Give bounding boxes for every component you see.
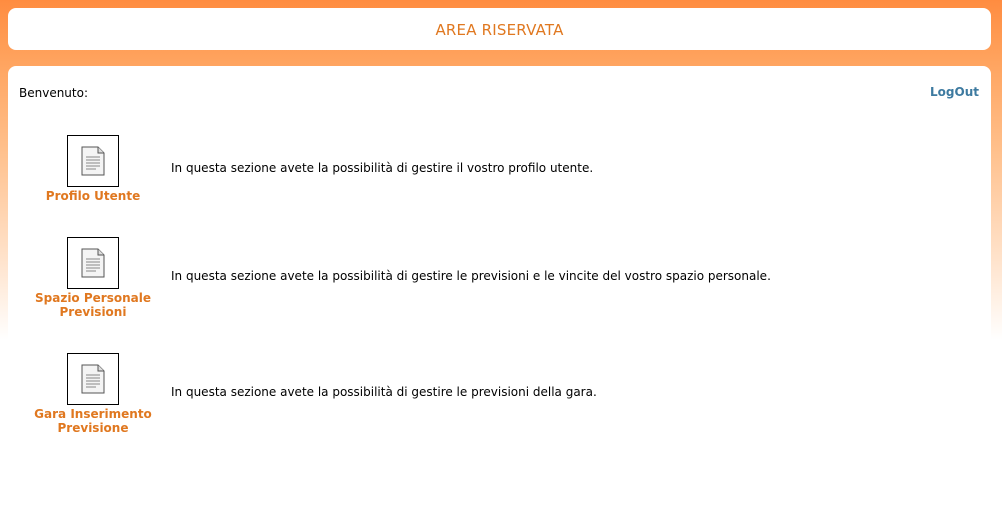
document-icon[interactable] <box>67 135 119 187</box>
profilo-utente-label-line1[interactable]: Profilo Utente <box>45 189 141 203</box>
gara-inserimento-description: In questa sezione avete la possibilità di gestire le previsioni della gara. <box>171 385 597 399</box>
page-title: AREA RISERVATA <box>435 21 564 39</box>
profilo-utente-description: In questa sezione avete la possibilità di gestire il vostro profilo utente. <box>171 161 594 175</box>
spazio-personale-label[interactable] <box>28 291 158 319</box>
gara-inserimento-label-line1[interactable]: Gara Inserimento <box>34 407 152 421</box>
spazio-personale-label-line2[interactable]: Previsioni <box>59 305 127 319</box>
gara-inserimento-button[interactable] <box>28 353 158 435</box>
gara-inserimento-label-line2[interactable]: Previsione <box>57 421 129 435</box>
spazio-personale-description: In questa sezione avete la possibilità di gestire le previsioni e le vincite del vostro spazio personale. <box>171 269 771 283</box>
main-panel <box>8 66 991 482</box>
document-icon[interactable] <box>67 237 119 289</box>
spazio-personale-label-line1[interactable]: Spazio Personale <box>35 291 151 305</box>
document-icon[interactable] <box>67 353 119 405</box>
spazio-personale-button[interactable] <box>28 237 158 319</box>
profilo-utente-button[interactable] <box>28 135 158 203</box>
profilo-utente-label[interactable] <box>28 189 158 203</box>
welcome-label: Benvenuto: <box>19 86 89 100</box>
logout-link[interactable]: LogOut <box>930 85 979 99</box>
page-header <box>8 8 991 50</box>
gara-inserimento-label[interactable] <box>28 407 158 435</box>
